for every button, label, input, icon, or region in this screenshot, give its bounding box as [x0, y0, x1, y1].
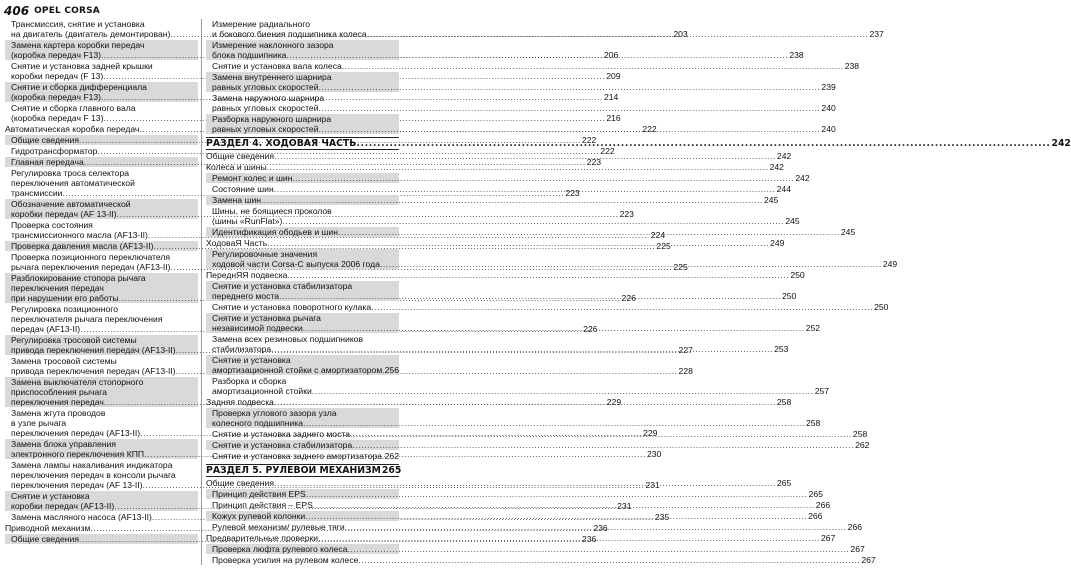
toc-entry-text: Проверка люфта рулевого колеса: [212, 544, 348, 554]
toc-entry-text: Разборка наружного шарнира: [212, 114, 332, 124]
toc-entry-text: Снятие и сборка главного вала: [11, 103, 136, 113]
toc-page-number: 258: [776, 397, 792, 407]
toc-entry: [206, 173, 810, 183]
toc-entry-text: независимой подвески: [212, 323, 303, 333]
toc-entry-text: на двигатель (двигатель демонтирован): [11, 29, 171, 39]
toc-entry-text: Проверка состояния: [11, 220, 93, 230]
toc-entry-text: Снятие и установка заднего амортизатора: [212, 451, 382, 461]
toc-entry-text: Автоматическая коробка передач: [5, 124, 140, 134]
toc-leader-dots: [356, 138, 1050, 149]
toc-entry-text: Снятие и установка поворотного кулака: [212, 302, 372, 312]
toc-entry: [206, 376, 830, 396]
toc-entry-text: Общие сведения: [206, 151, 274, 161]
toc-page-number: 245: [785, 216, 800, 226]
toc-page-number: 249: [882, 259, 898, 269]
toc-page-number: 229: [643, 428, 658, 438]
toc-entry-text: коробки передач (AF 13-II): [11, 209, 117, 219]
toc-entry-text: и бокового биения подшипника колеса: [212, 29, 367, 39]
toc-leader-dots: [352, 440, 854, 450]
toc-entry-text: переключения передач (AF 13-II): [11, 480, 143, 490]
toc-entry: [206, 555, 876, 565]
toc-entry-text: ПереднЯЯ подвеска: [206, 270, 288, 280]
toc-entry-text: Снятие и сборка дифференциала: [11, 82, 147, 92]
toc-entry-text: привода переключения передач (AF13-II): [11, 366, 176, 376]
toc-page-number: 225: [673, 262, 688, 272]
toc-entry-text: ХодовaЯ Часть: [206, 238, 268, 248]
toc-page-number: 256: [384, 365, 399, 375]
toc-entry-text: (коробка передач F13): [11, 50, 102, 60]
toc-page-number: 265: [808, 489, 823, 499]
toc-page-number: 223: [586, 157, 602, 167]
toc-entry-text: коробки передач (AF13-II): [11, 501, 115, 511]
toc-entry: [206, 355, 399, 375]
toc-leader-dots: [338, 227, 840, 237]
toc-entry-text: переключения передач: [11, 283, 104, 293]
toc-entry-text: Снятие и установка заднего моста: [212, 429, 350, 439]
toc-entry-text: Замена жгута проводов: [11, 408, 106, 418]
toc-entry-text: Состояние шин: [212, 184, 274, 194]
toc-page-number: 231: [645, 480, 660, 490]
toc-leader-dots: [358, 555, 860, 565]
toc-page-number: 258: [805, 418, 821, 428]
toc-entry-text: Общие сведения: [11, 534, 79, 544]
toc-page-number: 222: [642, 124, 657, 134]
toc-leader-dots: [287, 270, 789, 280]
toc-leader-dots: [318, 533, 820, 543]
toc-entry-text: Снятие и установка задней крышки: [11, 61, 153, 71]
toc-page-number: 252: [805, 323, 821, 333]
toc-page-number: 214: [603, 92, 619, 102]
toc-page-number: 224: [650, 230, 666, 240]
toc-page-number: 239: [821, 82, 836, 92]
toc-page-number: 225: [656, 241, 671, 251]
toc-page-number: 266: [815, 500, 831, 510]
toc-leader-dots: [348, 544, 850, 554]
toc-leader-dots: [303, 323, 805, 333]
toc-page-number: 266: [847, 522, 863, 532]
toc-entry-text: Снятие и установка стабилизатора: [212, 440, 353, 450]
toc-entry-text: трансмиссии: [11, 188, 63, 198]
toc-page-number: 203: [673, 29, 688, 39]
toc-entry-text: Снятие и установка: [212, 355, 291, 365]
toc-entry-text: Замена наружного шарнира: [212, 93, 325, 103]
toc-leader-dots: [345, 522, 847, 532]
toc-entry-text: Замена масляного насоса (AF13-II): [11, 512, 152, 522]
toc-entry: [206, 195, 779, 205]
toc-page-number: 258: [852, 429, 868, 439]
toc-leader-dots: [305, 511, 807, 521]
toc-entry-text: электронного переключения КПП: [11, 449, 145, 459]
toc-entry-text: коробки передач (F 13): [11, 71, 104, 81]
toc-entry-text: в узле рычага: [11, 418, 67, 428]
toc-entry: [206, 440, 870, 450]
toc-entry: [206, 489, 823, 499]
toc-page-number: 240: [821, 103, 836, 113]
toc-entry-text: Обозначение автоматической: [11, 199, 131, 209]
toc-entry-text: Измерение наклонного зазора: [212, 40, 334, 50]
toc-entry-text: амортизационной стойки с амортизатором: [212, 365, 383, 375]
toc-entry-text: Колеса и шины: [206, 162, 267, 172]
toc-page-number: 242: [776, 151, 792, 161]
toc-page-number: 209: [606, 71, 621, 81]
toc-entry-text: Предварительные проверки: [206, 533, 319, 543]
toc-entry-text: передач (AF13-II): [11, 324, 81, 334]
toc-page-number: 262: [384, 451, 399, 461]
toc-page-number: 242: [795, 173, 810, 183]
toc-entry-text: Задняя подвеска: [206, 397, 274, 407]
page-header: [4, 4, 100, 18]
toc-page-number: 223: [565, 188, 580, 198]
toc-entry-text: переключателя рычага переключения: [11, 314, 163, 324]
toc-entry-text: приспособления рычага: [11, 387, 107, 397]
toc-leader-dots: [274, 184, 776, 194]
toc-entry-text: Проверка позиционного переключателя: [11, 252, 171, 262]
toc-page-number: 240: [821, 124, 836, 134]
toc-section-heading: [206, 464, 402, 477]
toc-leader-dots: [282, 216, 784, 226]
toc-entry-text: Регулировка позиционного: [11, 304, 119, 314]
toc-entry-text: равных угловых скоростей: [212, 103, 319, 113]
toc-entry-text: Замена картера коробки передач: [11, 40, 145, 50]
toc-page-number: 250: [781, 291, 797, 301]
toc-page-number: 267: [861, 555, 876, 565]
toc-entry-text: ходовой части Corsa-C выпуска 2006 года: [212, 259, 380, 269]
toc-entry-text: переключения автоматической: [11, 178, 135, 188]
toc-entry-text: Общие сведения: [11, 135, 79, 145]
toc-entry-text: колесного подшипника: [212, 418, 304, 428]
toc-page-number: 238: [789, 50, 804, 60]
toc-entry: [206, 451, 399, 461]
toc-entry-text: Замена внутреннего шарнира: [212, 72, 332, 82]
toc-entry-text: Замена лампы накаливания индикатора: [11, 460, 173, 470]
toc-entry-text: Регулировочные значения: [212, 249, 318, 259]
toc-entry-text: Проверка усилия на рулевом колесе: [212, 555, 359, 565]
toc-entry-text: переднего моста: [212, 291, 280, 301]
toc-entry-text: Замена всех резиновых подшипников: [212, 334, 364, 344]
toc-page-number: 250: [874, 302, 889, 312]
toc-page-number: 237: [869, 29, 884, 39]
toc-entry-text: привода переключения передач (AF13-II): [11, 345, 176, 355]
toc-entry-text: Идентификация ободьев и шин: [212, 227, 338, 237]
toc-leader-dots: [292, 173, 794, 183]
toc-leader-dots: [350, 429, 852, 439]
toc-leader-dots: [267, 238, 769, 248]
toc-leader-dots: [319, 124, 821, 134]
toc-page-number: 226: [621, 293, 636, 303]
toc-page-number: 257: [814, 386, 830, 396]
toc-entry-text: амортизационной стойки: [212, 386, 312, 396]
toc-entry: [206, 302, 889, 312]
toc-leader-dots: [306, 489, 808, 499]
toc-leader-dots: [319, 103, 821, 113]
toc-page-number: 230: [646, 449, 662, 459]
toc-entry-text: Замена выключателя стопорного: [11, 377, 144, 387]
toc-leader-dots: [274, 397, 776, 407]
toc-page-number: 249: [770, 238, 785, 248]
toc-entry-text: Регулировка тросовой системы: [11, 335, 137, 345]
toc-leader-dots: [342, 61, 844, 71]
toc-entry-text: Снятие и установка: [11, 491, 90, 501]
toc-entry-text: Измерение радиального: [212, 19, 310, 29]
toc-entry-text: переключения передач (AF13-II): [11, 428, 141, 438]
toc-section-title: РАЗДЕЛ 4. ХОДОВАЯ ЧАСТЬ: [206, 138, 357, 149]
toc-entry-text: стабилизатора: [212, 344, 272, 354]
toc-entry-text: Рулевой механизм/ рулевые тяги: [212, 522, 345, 532]
toc-entry-text: Снятие и установка рычага: [212, 313, 321, 323]
toc-page-number: 267: [821, 533, 836, 543]
toc-entry-text: Проверка углового зазора узла: [212, 408, 337, 418]
running-title: OPEL CORSA: [34, 6, 100, 16]
toc-page-number: 236: [593, 523, 608, 533]
toc-entry-text: Трансмиссия, снятие и установка: [11, 19, 145, 29]
toc-leader-dots: [271, 344, 773, 354]
toc-entry-text: Снятие и установка стабилизатора: [212, 281, 353, 291]
toc-entry-text: блока подшипника: [212, 50, 287, 60]
toc-entry-text: равных угловых скоростей: [212, 82, 319, 92]
toc-leader-dots: [274, 478, 776, 488]
toc-leader-dots: [371, 302, 873, 312]
toc-entry-text: (коробка передач F 13): [11, 113, 104, 123]
toc-entry-text: Проверка давления масла (AF13-II): [11, 241, 154, 251]
toc-page-number: 227: [678, 345, 693, 355]
toc-entry-text: Разборка и сборка: [212, 376, 287, 386]
toc-page-number: 238: [844, 61, 860, 71]
toc-entry-text: Замена шин: [212, 195, 262, 205]
toc-entry-text: Кожух рулевой колонки: [212, 511, 306, 521]
toc-page-number: 262: [855, 440, 870, 450]
toc-page-number: 244: [776, 184, 791, 194]
toc-entry-text: трансмиссионного масла (AF13-II): [11, 230, 148, 240]
toc-page-number: 250: [790, 270, 805, 280]
toc-entry-text: Главная передача: [11, 157, 84, 167]
toc-leader-dots: [367, 29, 869, 39]
toc-entry-text: Принцип действия – EPS: [212, 500, 313, 510]
toc-entry: [206, 408, 821, 428]
toc-entry-text: Приводной механизм: [5, 523, 91, 533]
toc-page-number: 245: [763, 195, 779, 205]
toc-entry-text: Общие сведения: [206, 478, 274, 488]
toc-leader-dots: [286, 50, 788, 60]
toc-page-number: 229: [606, 397, 622, 407]
toc-entry-text: переключения передач в консоли рычага: [11, 470, 176, 480]
toc-page-number: 267: [850, 544, 865, 554]
toc-entry-text: рычага переключения передач (AF13-II): [11, 262, 171, 272]
toc-page-number: 231: [617, 501, 632, 511]
toc-page-number: 245: [840, 227, 856, 237]
toc-leader-dots: [303, 418, 805, 428]
toc-page-number: 216: [606, 113, 621, 123]
toc-page-number: 265: [381, 465, 402, 476]
toc-leader-dots: [274, 151, 776, 161]
toc-leader-dots: [380, 259, 882, 269]
toc-entry-text: переключения передач: [11, 397, 104, 407]
toc-page-number: 236: [581, 534, 597, 544]
toc-page-number: 222: [581, 135, 597, 145]
toc-entry-text: равных угловых скоростей: [212, 124, 319, 134]
toc-section-title: РАЗДЕЛ 5. РУЛЕВОЙ МЕХАНИЗМ: [206, 465, 381, 476]
toc-leader-dots: [261, 195, 763, 205]
toc-entry-text: Разблокирование стопора рычага: [11, 273, 146, 283]
toc-entry-text: Замена тросовой системы: [11, 356, 117, 366]
toc-leader-dots: [312, 386, 814, 396]
toc-entry: [206, 544, 865, 554]
toc-entry-text: Шины, не боящиеся проколов: [212, 206, 332, 216]
toc-entry-text: Гидротрансформатор: [11, 146, 98, 156]
toc-page-number: 223: [619, 209, 634, 219]
toc-entry-text: Регулировка троса селектора: [11, 168, 130, 178]
page-number: 406: [4, 4, 30, 18]
toc-page-number: 226: [583, 324, 598, 334]
toc-leader-dots: [313, 500, 815, 510]
toc-entry-text: при нарушении его работы: [11, 293, 119, 303]
toc-entry-text: Замена блока управления: [11, 439, 116, 449]
toc-page-number: 235: [654, 512, 670, 522]
toc-page-number: 253: [774, 344, 789, 354]
toc-page-number: 222: [600, 146, 615, 156]
toc-page-number: 265: [776, 478, 792, 488]
toc-page-number: 266: [808, 511, 823, 521]
toc-entry-text: (шины «RunFlat»): [212, 216, 283, 226]
toc-leader-dots: [319, 82, 821, 92]
toc-page-number: 242: [1051, 138, 1071, 149]
toc-entry-text: Принцип действия EPS: [212, 489, 306, 499]
toc-entry: [206, 61, 860, 71]
toc-entry-text: Снятие и установка вала колеса: [212, 61, 342, 71]
toc-leader-dots: [267, 162, 769, 172]
toc-page-number: 206: [603, 50, 619, 60]
toc-leader-dots: [279, 291, 781, 301]
toc-entry-text: (коробка передач F13): [11, 92, 102, 102]
toc-chapter-entry: [206, 270, 805, 280]
toc-page-number: 242: [769, 162, 784, 172]
toc-entry-text: Ремонт колес и шин: [212, 173, 293, 183]
toc-page-number: 228: [678, 366, 693, 376]
